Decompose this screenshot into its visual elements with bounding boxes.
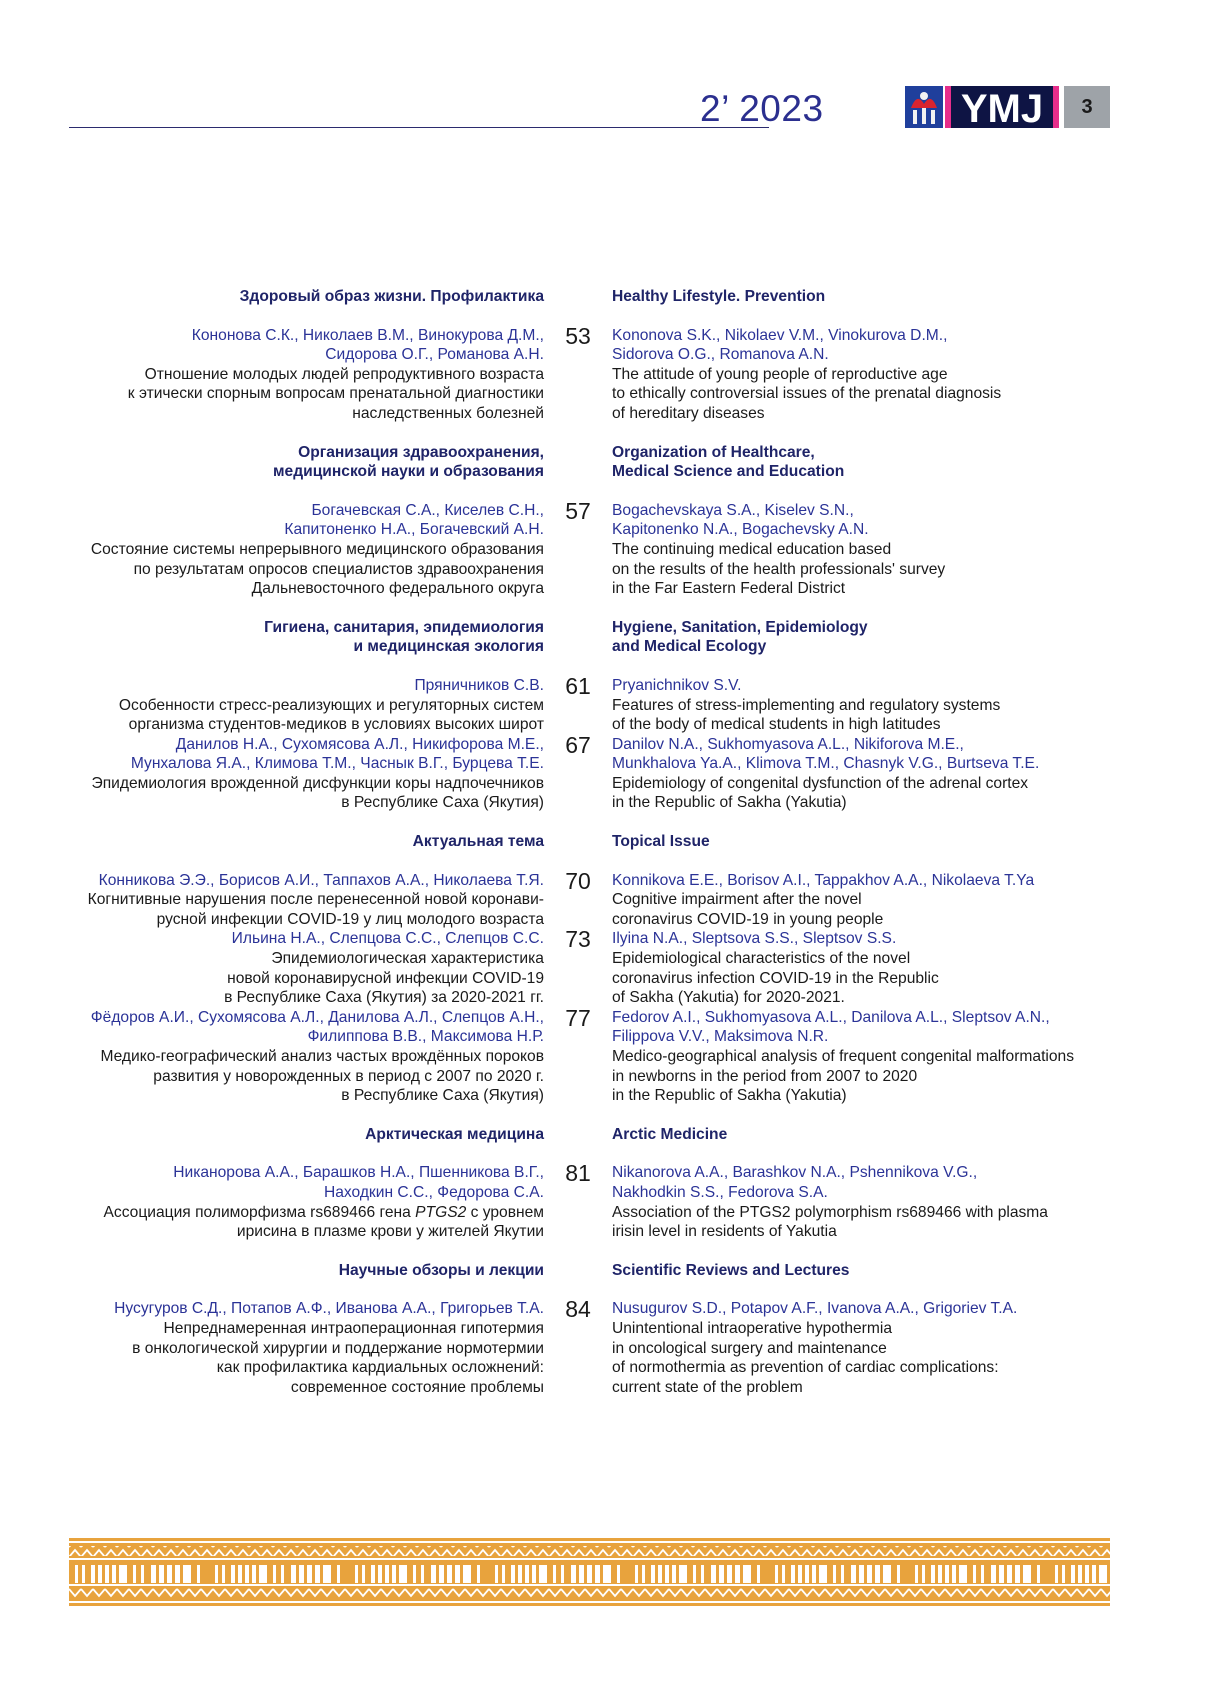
toc-entry[interactable] xyxy=(69,672,1119,735)
section-heading xyxy=(69,832,1119,852)
entry-title-en-line: The attitude of young people of reproductive age xyxy=(612,365,948,383)
gene-name: PTGS2 xyxy=(415,1203,467,1221)
entry-ru xyxy=(69,871,544,930)
entry-en xyxy=(612,735,1112,813)
section-title-ru xyxy=(69,1261,544,1281)
entry-authors-en: Konnikova E.E., Borisov A.I., Tappakhov A.A., Nikolaeva T.Ya xyxy=(612,871,1035,889)
entry-authors-ru: Нусугуров С.Д., Потапов А.Ф., Иванова А.А., Григорьев Т.А. xyxy=(114,1300,544,1318)
entry-en xyxy=(612,1008,1112,1106)
section-spacer xyxy=(544,615,612,616)
page-number-ref: 70 xyxy=(565,867,591,894)
section-title-ru-line: Гигиена, санитария, эпидемиология xyxy=(264,618,544,636)
toc-entry[interactable] xyxy=(69,497,1119,599)
entry-title-en-line: to ethically controversial issues of the prenatal diagnosis xyxy=(612,385,1002,403)
section-title-en-line: Scientific Reviews and Lectures xyxy=(612,1261,850,1279)
entry-title-en-line: of normothermia as prevention of cardiac complications: xyxy=(612,1359,999,1377)
section-title-en xyxy=(612,1261,1112,1281)
entry-title-en-line: current state of the problem xyxy=(612,1378,803,1396)
entry-title-ru-line: современное состояние проблемы xyxy=(290,1378,544,1396)
section-title-en xyxy=(612,832,1112,852)
entry-title-ru-line: как профилактика кардиальных осложнений: xyxy=(216,1359,544,1377)
entry-title-ru-line: Медико-географический анализ частых врождённых пороков xyxy=(100,1048,544,1065)
entry-en xyxy=(612,1163,1112,1241)
section-title-ru-line: Актуальная тема xyxy=(412,833,544,851)
entry-authors-ru: Филиппова В.В., Максимова Н.Р. xyxy=(307,1028,544,1046)
entry-title-en-line: in the Republic of Sakha (Yakutia) xyxy=(612,794,847,812)
section-heading xyxy=(69,1261,1119,1281)
entry-title-ru-line: русной инфекции COVID-19 у лиц молодого возраста xyxy=(156,910,544,928)
entry-title-en-line: Epidemiology of congenital dysfunction of the adrenal cortex xyxy=(612,774,1029,792)
entry-authors-ru: Находкин С.С., Федорова С.А. xyxy=(323,1183,544,1201)
entry-title-ru-line: организма студентов-медиков в условиях высоких широт xyxy=(128,716,544,734)
entry-authors-ru: Капитоненко Н.А., Богачевский А.Н. xyxy=(284,521,544,539)
entry-authors-ru: Пряничников С.В. xyxy=(414,676,544,694)
page-number-ref: 61 xyxy=(565,672,591,699)
toc-entry[interactable] xyxy=(69,731,1119,813)
section-title-ru xyxy=(69,832,544,852)
entry-authors-en: Nikanorova A.A., Barashkov N.A., Pshennikova V.G., xyxy=(612,1164,978,1182)
entry-title-ru-line: Непреднамеренная интраоперационная гипотермия xyxy=(163,1319,544,1337)
entry-title-ru-line: ирисина в плазме крови у жителей Якутии xyxy=(236,1223,544,1241)
entry-title-ru-part: Ассоциация полиморфизма rs689466 гена xyxy=(103,1203,416,1221)
entry-title-en-line: of the body of medical students in high latitudes xyxy=(612,716,941,734)
entry-title-ru-line: по результатам опросов специалистов здравоохранения xyxy=(133,560,544,578)
page-number-ref: 84 xyxy=(565,1296,591,1323)
toc-entry[interactable] xyxy=(69,322,1119,424)
entry-en xyxy=(612,676,1112,735)
entry-authors-en: Pryanichnikov S.V. xyxy=(612,676,742,694)
entry-authors-ru: Богачевская С.А., Киселев С.Н., xyxy=(311,501,544,519)
entry-authors-en: Fedorov A.I., Sukhomyasova A.L., Danilova A.L., Sleptsov A.N., xyxy=(612,1008,1050,1026)
entry-title-ru-line: Особенности стресс-реализующих и регуляторных систем xyxy=(118,696,544,714)
entry-title-en-line: The continuing medical education based xyxy=(612,540,892,558)
entry-title-ru-line: Эпидемиология врожденной дисфункции коры надпочечников xyxy=(91,774,544,792)
entry-title-ru-part: с уровнем xyxy=(466,1203,544,1221)
entry-authors-ru: Мунхалова Я.А., Климова Т.М., Часнык В.Г., Бурцева Т.Е. xyxy=(130,755,544,773)
page-number: 3 xyxy=(1064,86,1110,128)
section-title-ru xyxy=(69,618,544,657)
header-rule xyxy=(69,127,769,128)
entry-title-en-line: of Sakha (Yakutia) for 2020-2021. xyxy=(612,989,845,1007)
entry-title-ru-line: Эпидемиологическая характеристика xyxy=(271,950,544,968)
entry-authors-en: Bogachevskaya S.A., Kiselev S.N., xyxy=(612,501,854,519)
entry-title-en-line: of hereditary diseases xyxy=(612,404,765,422)
section-title-en-line: Medical Science and Education xyxy=(612,463,845,481)
entry-title-ru-line: Состояние системы непрерывного медицинского образования xyxy=(90,540,544,558)
page-number-ref: 53 xyxy=(565,322,591,349)
entry-en xyxy=(612,501,1112,599)
entry-authors-en: Danilov N.A., Sukhomyasova A.L., Nikiforova M.E., xyxy=(612,735,964,753)
entry-title-ru-line: в Республике Саха (Якутия) за 2020-2021 гг. xyxy=(224,989,544,1007)
entry-title-en-line: Unintentional intraoperative hypothermia xyxy=(612,1319,892,1337)
entry-title-en-line: irisin level in residents of Yakutia xyxy=(612,1223,837,1241)
entry-title-en-line: Cognitive impairment after the novel xyxy=(612,891,862,909)
section-spacer xyxy=(544,440,612,441)
entry-authors-ru: Сидорова О.Г., Романова А.Н. xyxy=(325,346,544,364)
entry-title-ru-line: в Республике Саха (Якутия) xyxy=(341,794,544,812)
page-number-ref: 73 xyxy=(565,926,591,953)
section-title-en xyxy=(612,443,1112,482)
entry-authors-en: Ilyina N.A., Sleptsova S.S., Sleptsov S.S. xyxy=(612,930,897,948)
table-of-contents xyxy=(69,287,1119,1416)
entry-title-en-line: in oncological surgery and maintenance xyxy=(612,1339,887,1357)
section-title-ru-line: медицинской науки и образования xyxy=(273,463,544,481)
entry-authors-en: Sidorova O.G., Romanova A.N. xyxy=(612,346,829,364)
entry-title-en-line: Epidemiological characteristics of the novel xyxy=(612,950,911,968)
entry-authors-ru: Конникова Э.Э., Борисов А.И., Таппахов А.А., Николаева Т.Я. xyxy=(98,871,544,889)
entry-authors-en: Filippova V.V., Maksimova N.R. xyxy=(612,1028,829,1046)
entry-ru xyxy=(69,735,544,813)
journal-logo xyxy=(905,86,1059,128)
entry-title-en-line: in the Far Eastern Federal District xyxy=(612,580,846,598)
entry-title-ru-line: наследственных болезней xyxy=(352,404,544,422)
entry-authors-en: Munkhalova Ya.A., Klimova T.M., Chasnyk V.G., Burtseva T.E. xyxy=(612,755,1040,773)
section-title-en-line: and Medical Ecology xyxy=(612,638,767,656)
section-title-ru-line: Арктическая медицина xyxy=(365,1125,544,1143)
entry-title-ru-line: развития у новорожденных в период с 2007 по 2020 г. xyxy=(153,1067,544,1085)
toc-entry[interactable] xyxy=(69,1296,1119,1397)
section-title-ru-line: Организация здравоохранения, xyxy=(298,443,544,461)
entry-authors-ru: Кононова С.К., Николаев В.М., Винокурова Д.М., xyxy=(191,326,544,344)
entry-authors-ru: Фёдоров А.И., Сухомясова А.Л., Данилова А.Л., Слепцов А.Н., xyxy=(90,1008,544,1026)
section-title-en-line: Arctic Medicine xyxy=(612,1125,728,1143)
entry-title-ru-line: Когнитивные нарушения после перенесенной новой коронави- xyxy=(87,891,544,909)
section-spacer xyxy=(544,1258,612,1259)
entry-title-ru-line: Отношение молодых людей репродуктивного возраста xyxy=(144,365,544,383)
ornament-band xyxy=(69,1538,1110,1606)
section-title-ru xyxy=(69,443,544,482)
page-number-ref: 57 xyxy=(565,497,591,524)
entry-authors-ru: Ильина Н.А., Слепцова С.С., Слепцов С.С. xyxy=(231,930,544,948)
section-title-en-line: Organization of Healthcare, xyxy=(612,443,815,461)
section-title-ru-line: Здоровый образ жизни. Профилактика xyxy=(239,288,544,305)
logo-text: YMJ xyxy=(960,87,1044,128)
section-title-ru xyxy=(69,1125,544,1145)
entry-title-en-line: coronavirus infection COVID-19 in the Republic xyxy=(612,969,939,987)
entry-ru xyxy=(69,1008,544,1106)
entry-en xyxy=(612,326,1112,424)
entry-authors-en: Kapitonenko N.A., Bogachevsky A.N. xyxy=(612,521,869,539)
entry-title-ru-line: в онкологической хирургии и поддержание нормотермии xyxy=(132,1339,544,1357)
entry-title-en-line: Association of the PTGS2 polymorphism rs689466 with plasma xyxy=(612,1203,1048,1221)
section-heading xyxy=(69,287,1119,307)
entry-title-ru-line xyxy=(69,1203,544,1223)
toc-entry[interactable] xyxy=(69,1004,1119,1106)
entry-title-en-line: Features of stress-implementing and regulatory systems xyxy=(612,696,1001,714)
section-heading xyxy=(69,443,1119,482)
section-spacer xyxy=(544,284,612,285)
section-title-en-line: Topical Issue xyxy=(612,833,710,851)
entry-en xyxy=(612,1299,1112,1397)
emblem-icon xyxy=(905,86,943,128)
section-title-ru xyxy=(69,287,544,307)
toc-entry[interactable] xyxy=(69,867,1119,930)
section-title-en-line: Healthy Lifestyle. Prevention xyxy=(612,288,826,305)
entry-title-ru-line: Дальневосточного федерального округа xyxy=(251,580,544,598)
toc-entry[interactable] xyxy=(69,1160,1119,1241)
entry-en xyxy=(612,929,1112,1007)
page-number-ref: 81 xyxy=(565,1160,591,1187)
section-title-ru-line: и медицинская экология xyxy=(353,638,544,656)
entry-title-en-line: coronavirus COVID-19 in young people xyxy=(612,910,884,928)
section-title-en xyxy=(612,1125,1112,1145)
entry-ru xyxy=(69,501,544,599)
entry-ru xyxy=(69,1163,544,1241)
section-title-en-line: Hygiene, Sanitation, Epidemiology xyxy=(612,618,868,636)
section-heading xyxy=(69,1125,1119,1145)
entry-title-ru-line: к этически спорным вопросам пренатальной диагностики xyxy=(127,385,544,403)
entry-ru xyxy=(69,929,544,1007)
entry-title-en-line: on the results of the health professionals' survey xyxy=(612,560,946,578)
entry-en xyxy=(612,871,1112,930)
entry-authors-ru: Данилов Н.А., Сухомясова А.Л., Никифорова М.Е., xyxy=(175,735,544,753)
entry-authors-ru: Никанорова А.А., Барашков Н.А., Пшенникова В.Г., xyxy=(173,1164,544,1182)
issue-number: 2’ 2023 xyxy=(700,88,824,129)
section-heading xyxy=(69,618,1119,657)
section-spacer xyxy=(544,829,612,830)
entry-ru xyxy=(69,1299,544,1397)
entry-authors-en: Kononova S.K., Nikolaev V.M., Vinokurova D.M., xyxy=(612,326,948,344)
entry-title-en-line: in the Republic of Sakha (Yakutia) xyxy=(612,1087,847,1105)
entry-ru xyxy=(69,676,544,735)
section-title-en xyxy=(612,287,1112,307)
entry-ru xyxy=(69,326,544,424)
section-spacer xyxy=(544,1122,612,1123)
entry-title-en-line: in newborns in the period from 2007 to 2020 xyxy=(612,1067,918,1085)
section-title-ru-line: Научные обзоры и лекции xyxy=(338,1261,544,1279)
section-title-en xyxy=(612,618,1112,657)
entry-authors-en: Nakhodkin S.S., Fedorova S.A. xyxy=(612,1183,828,1201)
toc-entry[interactable] xyxy=(69,926,1119,1007)
entry-authors-en: Nusugurov S.D., Potapov A.F., Ivanova A.A., Grigoriev T.A. xyxy=(612,1300,1018,1318)
entry-title-ru-line: новой коронавирусной инфекции COVID-19 xyxy=(227,969,544,987)
entry-title-ru-line: в Республике Саха (Якутия) xyxy=(341,1087,544,1105)
entry-title-en-line: Medico-geographical analysis of frequent congenital malformations xyxy=(612,1048,1075,1065)
page-number-ref: 67 xyxy=(565,731,591,758)
page-number-ref: 77 xyxy=(565,1004,591,1031)
